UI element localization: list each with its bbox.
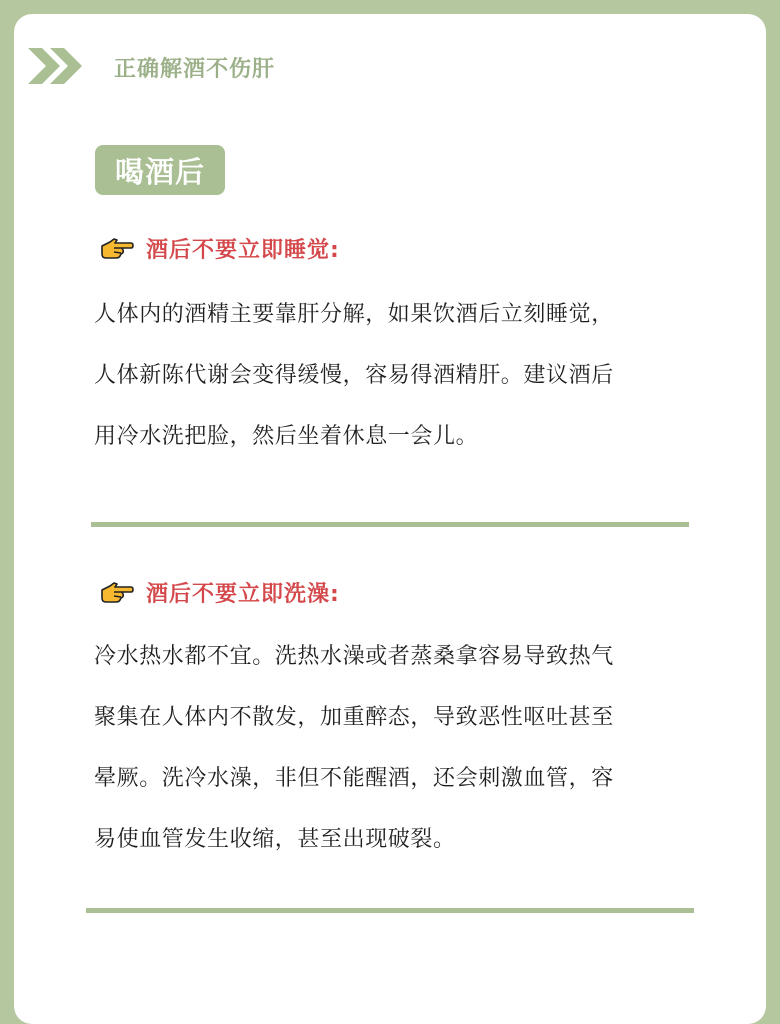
paragraph-line: 人体新陈代谢会变得缓慢，容易得酒精肝。建议酒后 <box>94 363 614 388</box>
divider <box>86 908 694 913</box>
paragraph-line: 易使血管发生收缩，甚至出现破裂。 <box>94 827 456 852</box>
paragraph-line: 晕厥。洗冷水澡，非但不能醒酒，还会刺激血管，容 <box>94 766 614 791</box>
section-1-heading <box>100 233 340 263</box>
header <box>28 46 276 86</box>
paragraph-line: 聚集在人体内不散发，加重醉态，导致恶性呕吐甚至 <box>94 705 614 730</box>
paragraph-line: 人体内的酒精主要靠肝分解，如果饮酒后立刻睡觉， <box>94 302 614 327</box>
section-2-title: 酒后不要立即洗澡: <box>146 581 340 607</box>
section-1-paragraph <box>94 284 694 467</box>
section-1-title: 酒后不要立即睡觉: <box>146 237 340 263</box>
double-chevron-right-icon <box>28 48 84 84</box>
section-badge: 喝酒后 <box>95 145 225 195</box>
paragraph-line: 冷水热水都不宜。洗热水澡或者蒸桑拿容易导致热气 <box>94 644 614 669</box>
paragraph-line: 用冷水洗把脸，然后坐着休息一会儿。 <box>94 424 479 449</box>
section-2-paragraph <box>94 626 694 870</box>
divider <box>91 522 689 527</box>
pointing-hand-icon <box>100 237 134 259</box>
pointing-hand-icon <box>100 581 134 603</box>
section-2-heading <box>100 577 340 607</box>
content-card <box>14 14 766 1024</box>
header-title: 正确解酒不伤肝 <box>114 57 276 82</box>
